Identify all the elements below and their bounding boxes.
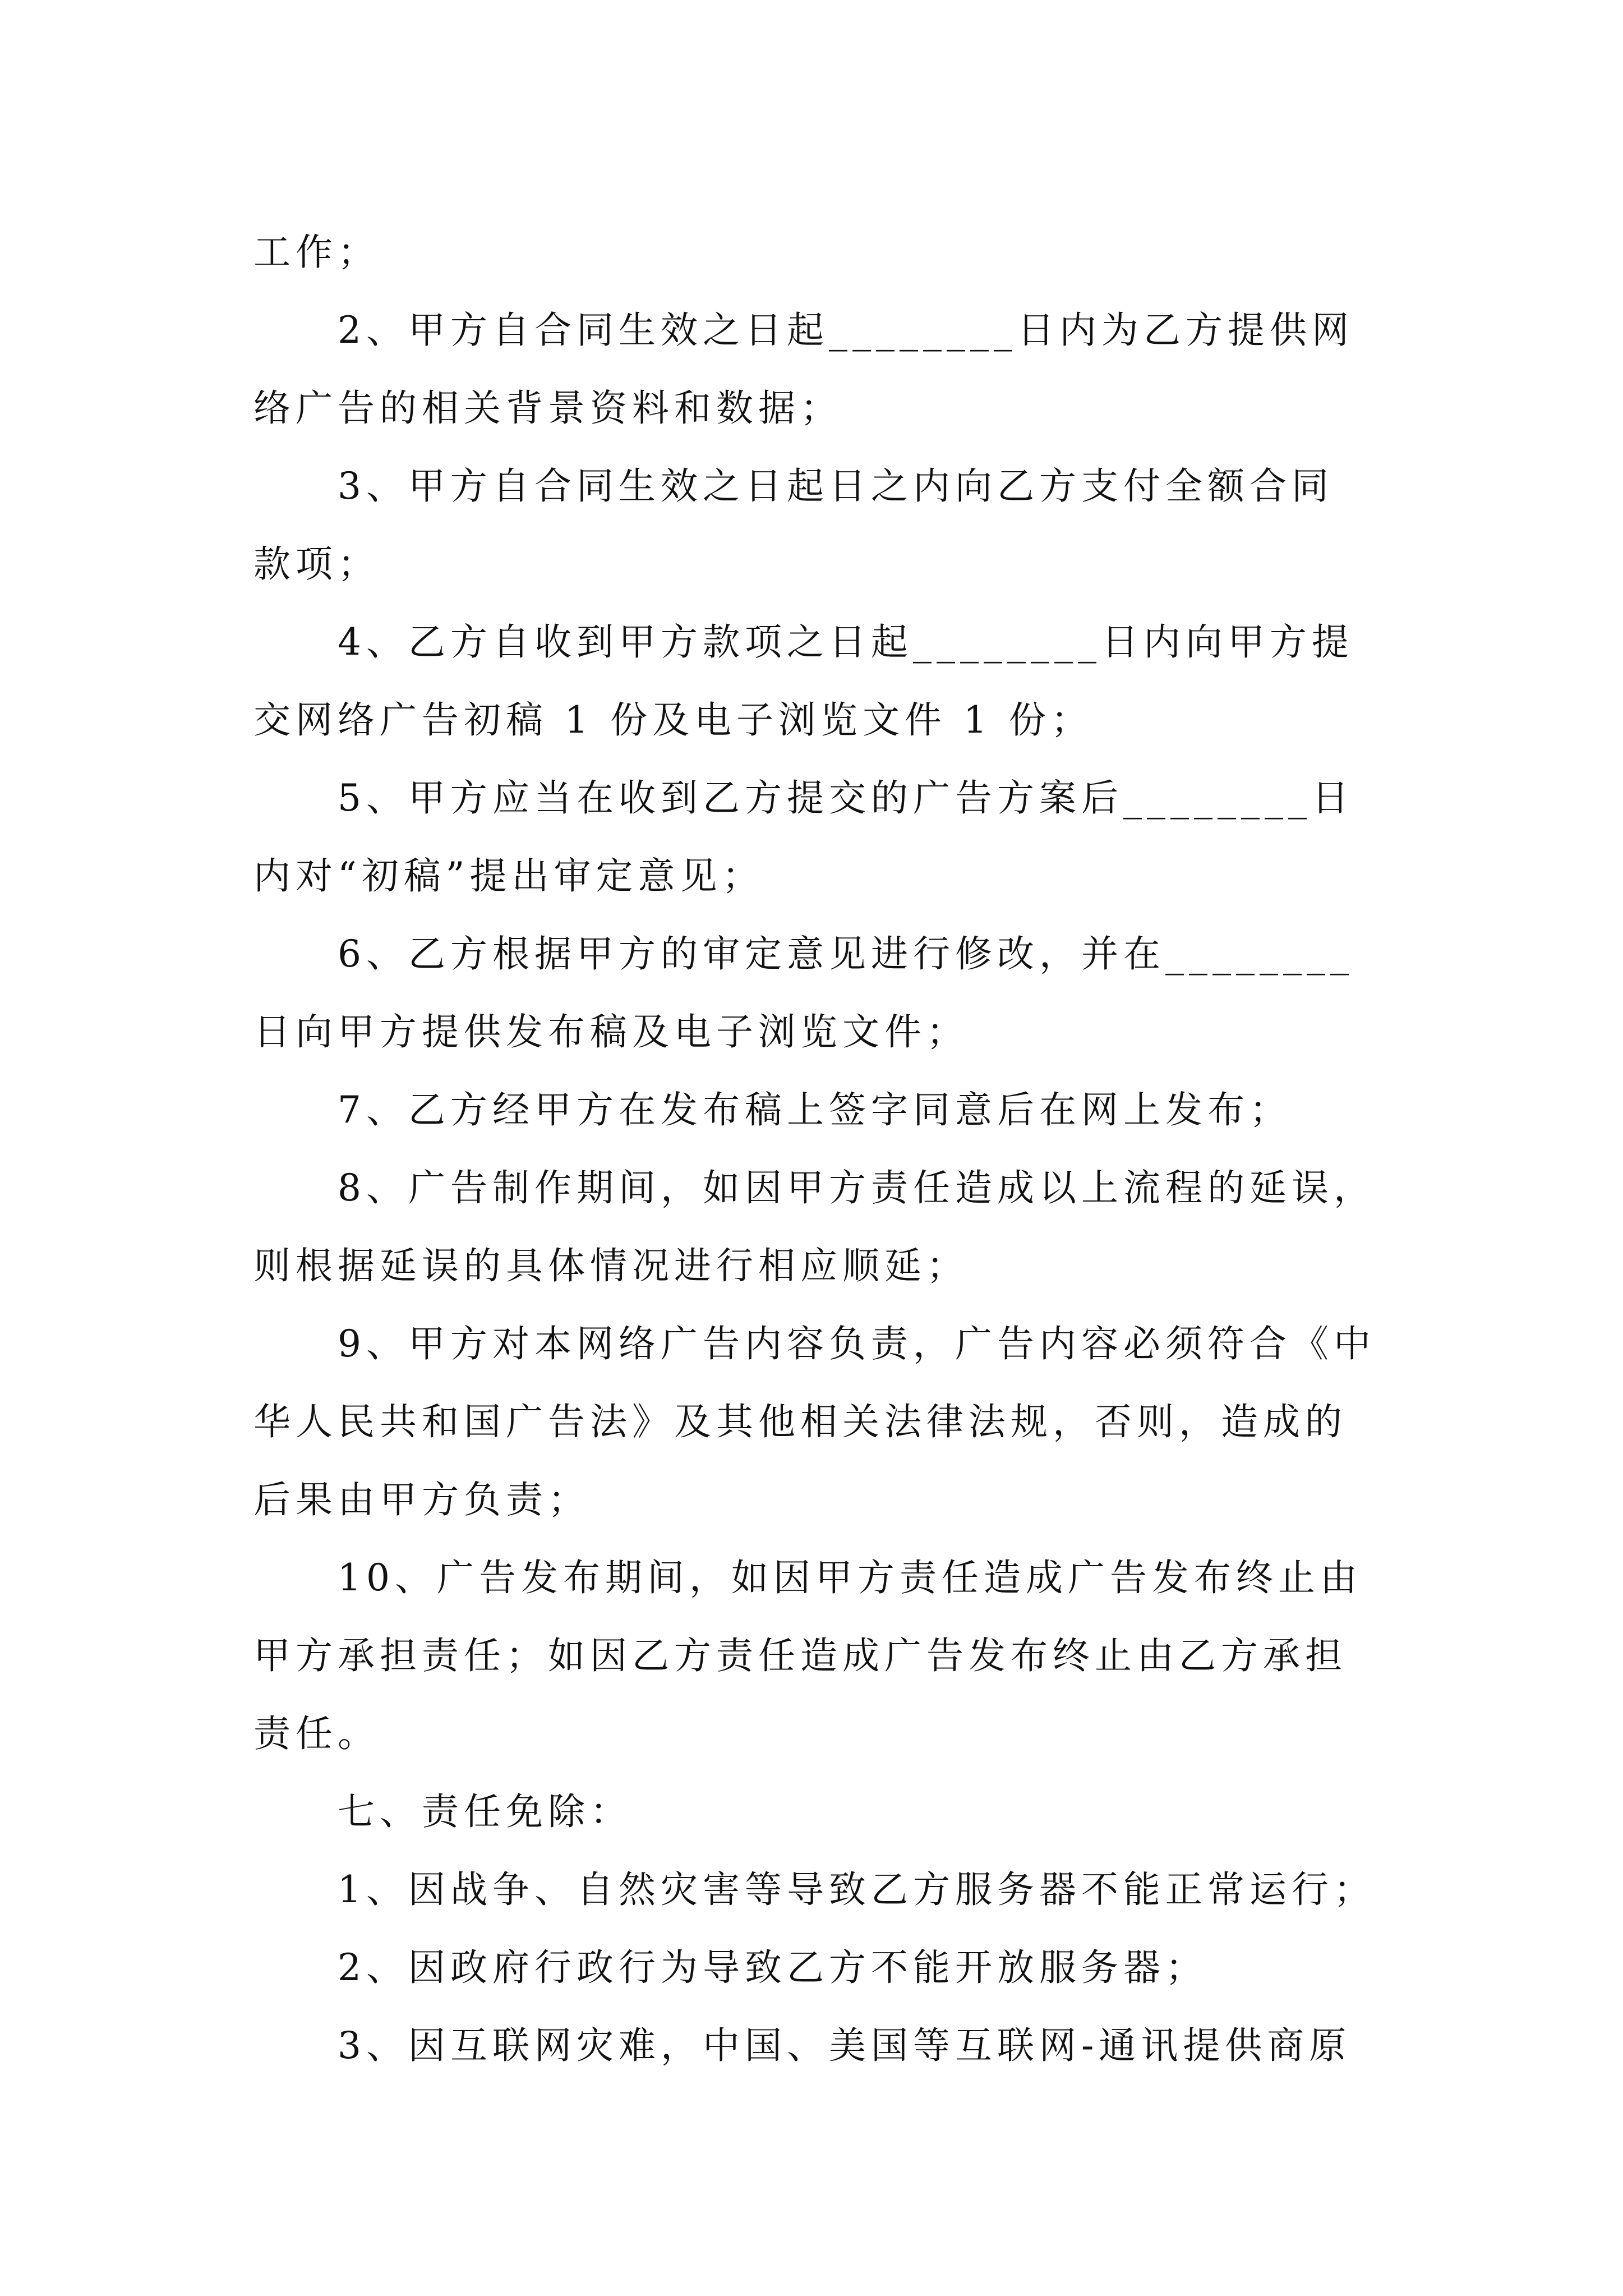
text-line: 1、因战争、自然灾害等导致乙方服务器不能正常运行； [338,1868,1376,1911]
text-line: 华人民共和国广告法》及其他相关法律法规，否则，造成的 [253,1400,1347,1443]
text-line: 8、广告制作期间，如因甲方责任造成以上流程的延误， [338,1166,1376,1209]
text-line: 7、乙方经甲方在发布稿上签字同意后在网上发布； [338,1088,1292,1131]
document-body [253,213,1392,2085]
text-line: 3、甲方自合同生效之日起日之内向乙方支付全额合同 [338,464,1334,508]
text-line: 日向甲方提供发布稿及电子浏览文件； [253,1010,969,1053]
text-line: 2、因政府行政行为导致乙方不能开放服务器； [338,1946,1207,1989]
text-line: 责任。 [253,1712,380,1755]
text-line: 交网络广告初稿 1 份及电子浏览文件 1 份； [253,698,1093,742]
text-line: 5、甲方应当在收到乙方提交的广告方案后________日 [338,776,1354,820]
text-line: 后果由甲方负责； [253,1478,590,1521]
text-line: 款项； [253,542,380,586]
text-line: 3、因互联网灾难，中国、美国等互联网-通讯提供商原 [338,2024,1352,2067]
text-line: 2、甲方自合同生效之日起________日内为乙方提供网 [338,309,1354,352]
text-line: 工作； [253,231,380,274]
text-line: 9、甲方对本网络广告内容负责，广告内容必须符合《中 [338,1322,1376,1365]
text-line: 4、乙方自收到甲方款项之日起________日内向甲方提 [338,620,1354,664]
text-line: 络广告的相关背景资料和数据； [253,386,842,430]
section-heading: 七、责任免除： [338,1790,632,1833]
text-line: 则根据延误的具体情况进行相应顺延； [253,1244,969,1287]
text-line: 甲方承担责任；如因乙方责任造成广告发布终止由乙方承担 [253,1634,1347,1677]
text-line: 6、乙方根据甲方的审定意见进行修改，并在________ [338,932,1354,976]
text-line: 内对“初稿”提出审定意见； [253,854,764,898]
text-line: 10、广告发布期间，如因甲方责任造成广告发布终止由 [338,1556,1362,1599]
